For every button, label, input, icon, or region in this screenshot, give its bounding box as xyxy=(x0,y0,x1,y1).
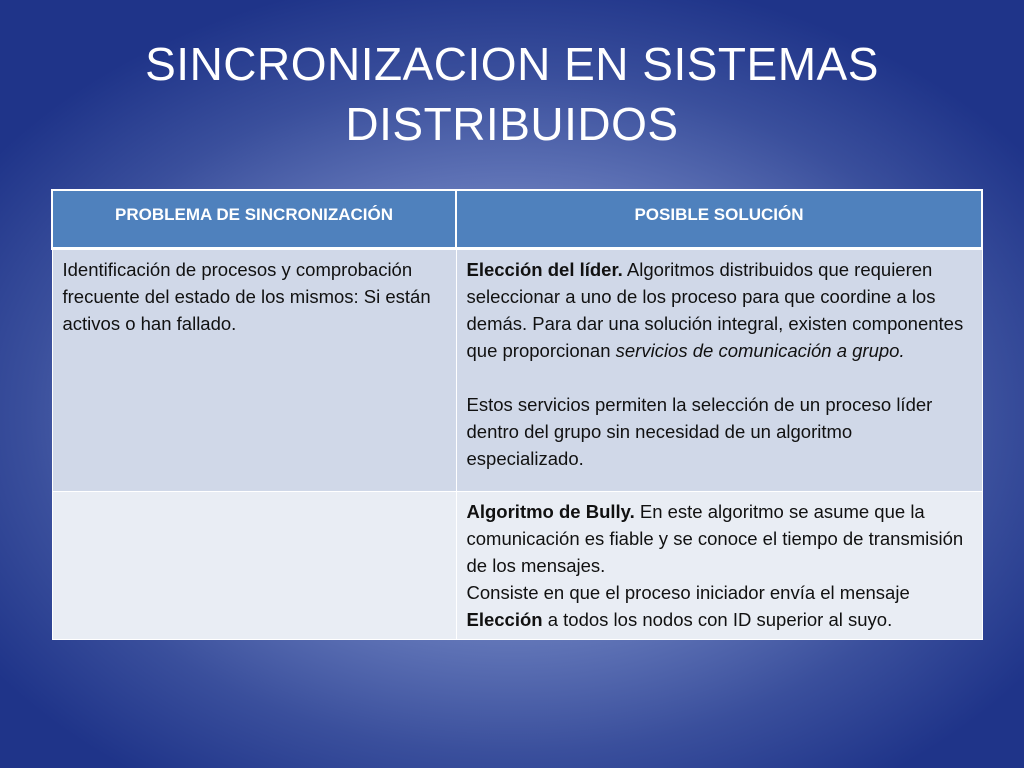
solution-paragraph-2: Estos servicios permiten la selección de un proceso líder dentro del grupo sin necesidad de un algoritmo especializado. xyxy=(466,393,933,469)
solution-text: Algoritmos distribuidos que requieren seleccionar a uno de los proceso para que coordine a los demás. Para dar una solución integral, existen componentes que proporcionan xyxy=(466,258,964,361)
solution-keyword: Elección xyxy=(466,608,543,630)
solution-paragraph xyxy=(467,256,972,364)
table-header-row xyxy=(52,190,982,248)
problem-cell xyxy=(52,248,456,491)
solution-text-3: a todos los nodos con ID superior al suyo. xyxy=(542,608,893,630)
header-solution: POSIBLE SOLUCIÓN xyxy=(456,190,982,248)
slide-title xyxy=(60,34,964,154)
table-row xyxy=(52,491,982,639)
solution-heading: Algoritmo de Bully. xyxy=(466,500,635,522)
slide-title-line-2: DISTRIBUIDOS xyxy=(345,98,679,150)
problem-text: Identificación de procesos y comprobación frecuente del estado de los mismos: Si están activos o han fallado. xyxy=(62,258,431,334)
synchronization-table xyxy=(51,189,983,640)
solution-italic-term: servicios de comunicación a grupo. xyxy=(615,339,905,361)
slide-title-line-1: SINCRONIZACION EN SISTEMAS xyxy=(145,38,879,90)
table-row xyxy=(52,248,982,491)
solution-text: En este algoritmo se asume que la comunicación es fiable y se conoce el tiempo de transmisión de los mensajes. xyxy=(466,500,964,576)
solution-cell xyxy=(456,248,982,491)
paragraph-gap xyxy=(467,364,972,391)
solution-paragraph-2 xyxy=(467,579,972,633)
problem-cell-empty xyxy=(52,491,456,639)
header-problem: PROBLEMA DE SINCRONIZACIÓN xyxy=(52,190,456,248)
solution-heading: Elección del líder. xyxy=(466,258,623,280)
solution-paragraph xyxy=(467,498,972,579)
solution-text-2: Consiste en que el proceso iniciador envía el mensaje xyxy=(466,581,910,603)
solution-cell xyxy=(456,491,982,639)
